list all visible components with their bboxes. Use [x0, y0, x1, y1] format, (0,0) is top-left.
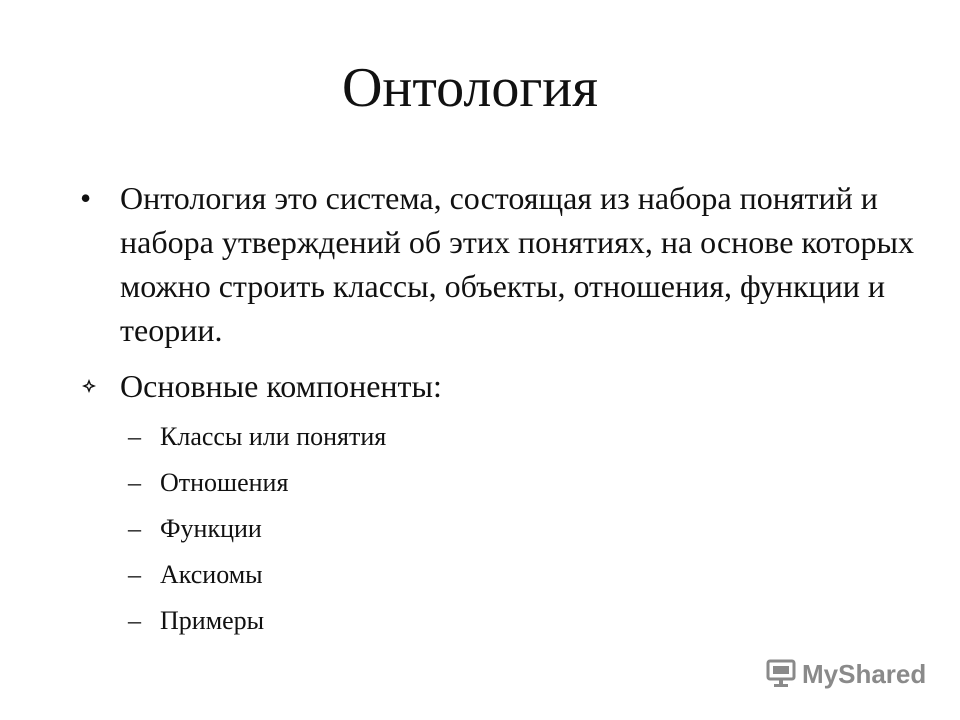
list-item-label: Функции: [160, 514, 262, 543]
definition-bullet: [80, 176, 930, 352]
dash-marker: –: [128, 514, 141, 543]
list-item: [128, 598, 828, 644]
list-item-label: Примеры: [160, 606, 265, 635]
components-heading-row: [80, 364, 930, 408]
dash-marker: –: [128, 422, 141, 451]
list-item: [128, 414, 828, 460]
list-item-label: Аксиомы: [160, 560, 263, 589]
definition-text: Онтология это система, состоящая из набора понятий и набора утверждений об этих понятиях, на основе которых можно строить классы, объекты, отношения, функции и теории.: [120, 180, 914, 348]
list-item: [128, 552, 828, 598]
dash-marker: –: [128, 560, 141, 589]
list-item-label: Классы или понятия: [160, 422, 387, 451]
components-list: [128, 414, 828, 644]
list-item: [128, 460, 828, 506]
diamond-bullet-icon: [82, 379, 96, 393]
presentation-screen-icon: [766, 658, 796, 688]
definition-row: [80, 176, 930, 352]
bullet-dot-icon: •: [80, 180, 92, 216]
components-heading: Основные компоненты:: [120, 368, 442, 404]
list-item: [128, 506, 828, 552]
watermark-text: MyShared: [802, 659, 927, 689]
slide-title: Онтология: [341, 57, 599, 119]
dash-marker: –: [128, 606, 141, 635]
list-item-label: Отношения: [160, 468, 289, 497]
myshared-watermark: [766, 656, 936, 692]
dash-marker: –: [128, 468, 141, 497]
